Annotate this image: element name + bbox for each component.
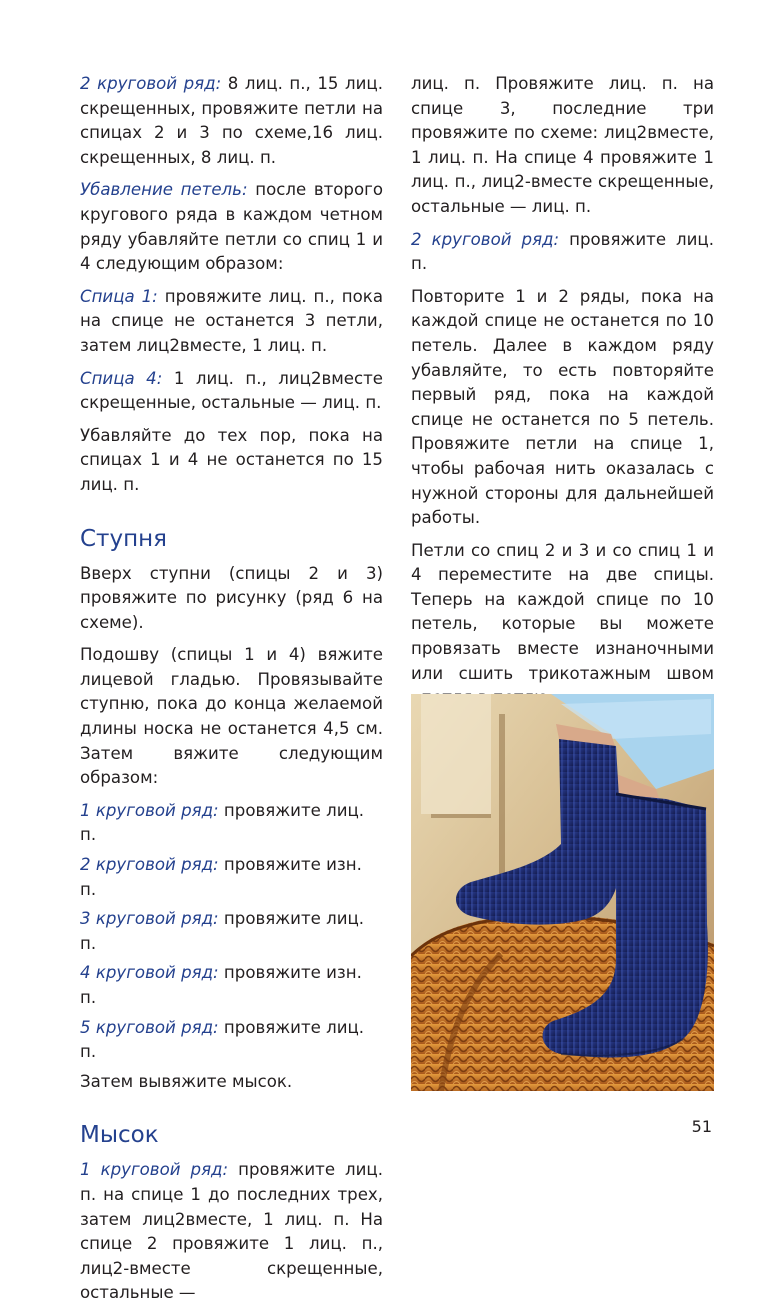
knitted-socks-photo	[411, 694, 714, 1091]
paragraph-continued: лиц. п. Провяжите лиц. п. на спице 3, последние три провяжите по схеме: лиц2вместе, 1 лиц. п. На спице 4 провяжите 1 лиц. п., лиц2-вместе скрещенные, остальные — лиц. п.	[411, 74, 714, 216]
paragraph-sole: Подошву (спицы 1 и 4) вяжите лицевой гладью. Провязывайте ступню, пока до конца желаемой длины носка не останется 4,5 см. Затем вяжите следующим образом:	[80, 645, 383, 788]
row-label: 4 круговой ряд:	[80, 963, 219, 983]
paragraph-decrease-until: Убавляйте до тех пор, пока на спицах 1 и 4 не останется по 15 лиц. п.	[80, 425, 383, 494]
row-label: 2 круговой ряд:	[80, 74, 222, 93]
row-text: провяжите лиц. п.	[80, 1017, 365, 1062]
left-column	[80, 72, 383, 1314]
paragraph-foot-top: Вверх ступни (спицы 2 и 3) провяжите по рисунку (ряд 6 на схеме).	[80, 563, 383, 632]
paragraph-decrease	[80, 178, 383, 276]
row-instruction-2	[80, 853, 383, 902]
row-text: провяжите изн. п.	[80, 855, 362, 899]
paragraph-text: 1 лиц. п., лиц2вместе скрещенные, остальные — лиц. п.	[80, 368, 384, 413]
row-text: провяжите лиц. п.	[80, 909, 365, 953]
paragraph-text: провяжите лиц. п., пока на спице не останется 3 петли, затем лиц2вместе, 1 лиц. п.	[80, 286, 383, 355]
row-label: Убавление петель:	[80, 180, 248, 200]
paragraph-finish: Петли со спиц 2 и 3 и со спиц 1 и 4 переместите на две спицы. Теперь на каждой спице по 10 петель, которые вы можете провязать вместе изнаночными или сшить трикотажным швом	[411, 540, 714, 683]
row-label: 1 круговой ряд:	[80, 800, 219, 820]
row-text: провяжите лиц. п.	[80, 800, 365, 845]
row-instruction-5	[80, 1016, 383, 1065]
row-label: 2 круговой ряд:	[80, 855, 219, 875]
row-instruction-4	[80, 961, 383, 1010]
page-number: 51	[691, 1117, 712, 1136]
row-label: 3 круговой ряд:	[80, 909, 219, 929]
row-instruction-3	[80, 907, 383, 956]
paragraph-text: провяжите лиц. п. на спице 1 до последних трех, затем лиц2вместе, 1 лиц. п. На спице 2 провяжите 1 лиц. п., лиц2-вместе скрещенные, остальные —	[80, 1160, 384, 1303]
row-label: 5 круговой ряд:	[80, 1017, 219, 1037]
row-label: 2 круговой ряд:	[411, 229, 560, 249]
paragraph-round-2	[80, 72, 383, 170]
row-label: 1 круговой ряд:	[80, 1160, 229, 1180]
paragraph-toe-round-2	[411, 228, 714, 277]
right-column	[411, 72, 714, 719]
paragraph-text: провяжите лиц. п.	[411, 229, 715, 274]
row-instruction-1	[80, 799, 383, 848]
paragraph-repeat: Повторите 1 и 2 ряды, пока на каждой спице не останется по 10 петель. Далее в каждом ряду убавляйте, то есть повторяйте первый ряд, пока на каждой спице не останется по 5 петель. Провяжите петли на спице 1, чтобы рабочая нить оказалась с нужной стороны для дальнейшей работы.	[411, 286, 714, 528]
paragraph-text: после второго кругового ряда в каждом четном ряду убавляйте петли со спиц 1 и 4 следующим образом:	[80, 180, 383, 274]
section-heading-foot: Ступня	[80, 525, 167, 552]
paragraph-toe-round-1	[80, 1158, 383, 1306]
paragraph-text: 8 лиц. п., 15 лиц. скрещенных, провяжите петли на спицах 2 и 3 по схеме,16 лиц. скрещенных, 8 лиц. п.	[80, 74, 383, 167]
paragraph-needle-1	[80, 285, 383, 359]
paragraph-then-toe: Затем вывяжите мысок.	[80, 1071, 293, 1091]
paragraph-needle-4	[80, 367, 383, 416]
row-text: провяжите изн. п.	[80, 963, 362, 1007]
row-label: Спица 1:	[80, 286, 158, 306]
section-heading-toe: Мысок	[80, 1122, 159, 1149]
row-label: Спица 4:	[80, 368, 163, 388]
